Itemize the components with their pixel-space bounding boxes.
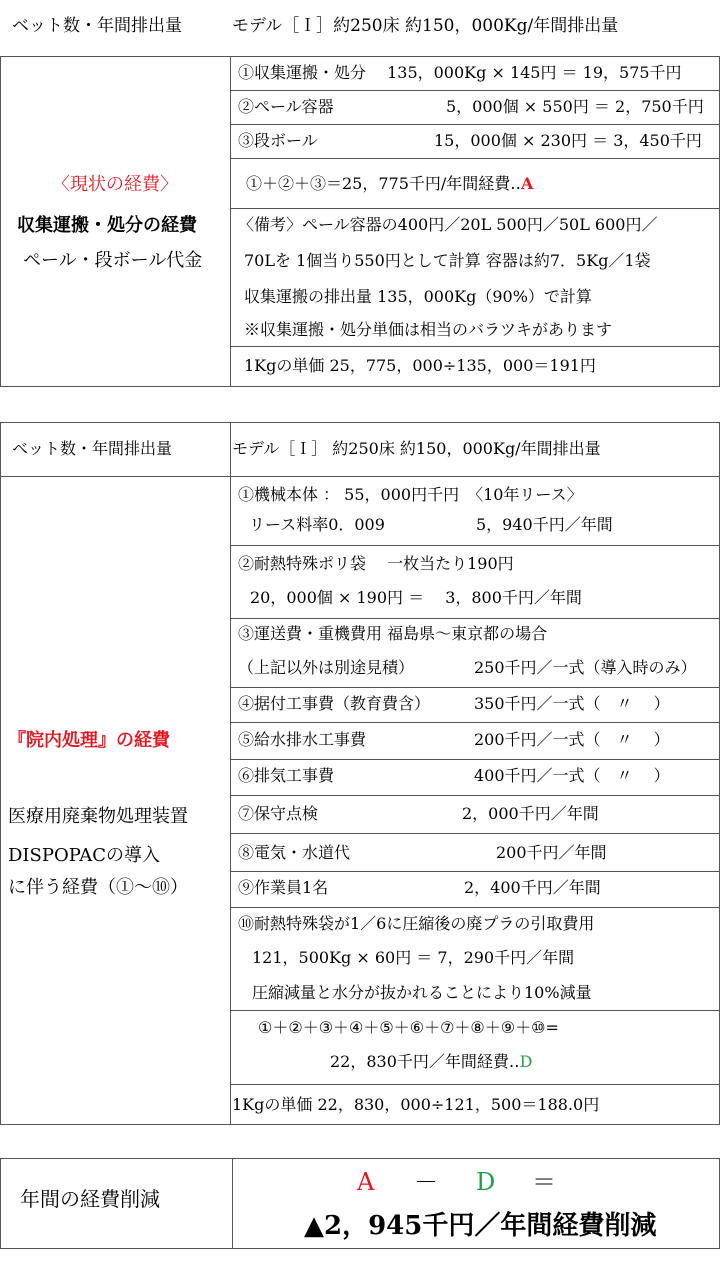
mid-item3b-val: 250千円／一式（導入時のみ）: [474, 658, 697, 677]
mid-item9-name: ⑨作業員1名: [238, 878, 329, 897]
mid-item6-val: 400千円／一式（ 〃 ）: [474, 766, 670, 785]
current-cost-sub1: 収集運搬・処分の経費: [17, 215, 197, 236]
top-item2-name: ②ペール容器: [238, 97, 334, 116]
formula-minus: －: [414, 1168, 438, 1196]
top-item3-calc: 15，000個 × 230円 ＝ 3，450千円: [434, 131, 702, 150]
top-unit-price: 1Kgの単価 25，775，000÷135，000＝191円: [244, 356, 596, 375]
mid-item6-name: ⑥排気工事費: [238, 766, 335, 785]
formula-a: A: [357, 1168, 375, 1196]
in-hospital-sub1: 医療用廃棄物処理装置: [8, 806, 188, 827]
in-hospital-title: 『院内処理』の経費: [8, 730, 170, 751]
formula-equals: ＝: [532, 1168, 556, 1196]
mid-item1b-name: リース料率0．009: [249, 515, 385, 534]
top-item3-name: ③段ボール: [238, 131, 318, 150]
mid-item3a: ③運送費・重機費用 福島県～東京都の場合: [238, 624, 548, 643]
top-sum: ①＋②＋③＝25，775千円/年間経費‥A: [246, 174, 534, 193]
mid-item7-val: 2，000千円／年間: [462, 804, 599, 823]
mid-sum-formula: ①＋②＋③＋④＋⑤＋⑥＋⑦＋⑧＋⑨＋⑩=: [258, 1018, 559, 1037]
top-item2-calc: 5，000個 × 550円 ＝ 2，750千円: [446, 97, 704, 116]
top-item1: ①収集運搬・処分 135，000Kg × 145円 ＝ 19，575千円: [238, 63, 682, 82]
top-header-label: ベット数・年間排出量: [12, 16, 182, 36]
top-note1: 〈備考〉ペール容器の400円／20L 500円／50L 600円／: [238, 215, 658, 234]
mid-item2b: 20，000個 × 190円 ＝ 3，800千円／年間: [250, 588, 582, 607]
mark-a: A: [520, 174, 534, 193]
in-hospital-sub2: DISPOPACの導入: [8, 845, 160, 866]
mid-item10a: ⑩耐熱特殊袋が1／6に圧縮後の廃プラの引取費用: [238, 914, 595, 933]
mid-item5-name: ⑤給水排水工事費: [238, 730, 367, 749]
mid-item10b: 121，500Kg × 60円 ＝ 7，290千円／年間: [252, 948, 575, 967]
in-hospital-sub3: に伴う経費（①～⑩）: [8, 877, 188, 898]
mid-item4-val: 350千円／一式（ 〃 ）: [474, 694, 670, 713]
current-cost-sub2: ペール・段ボール代金: [23, 250, 203, 271]
mid-item1a: ①機械本体 ： 55，000円千円 〈10年リース〉: [238, 485, 583, 504]
formula-d: D: [476, 1168, 496, 1196]
mid-item9-val: 2，400千円／年間: [464, 878, 601, 897]
top-note2: 70Lを 1個当り550円として計算 容器は約7．5Kg／1袋: [244, 251, 651, 270]
mid-unit-price: 1Kgの単価 22，830，000÷121，500＝188.0円: [232, 1095, 600, 1114]
mid-item2a: ②耐熱特殊ポリ袋 一枚当たり190円: [238, 554, 514, 573]
annual-reduction-result: ▲2，945千円／年間経費削減: [304, 1211, 657, 1241]
mid-header-model: モデル［Ｉ］ 約250床 約150，000Kg/年間排出量: [232, 439, 601, 458]
mid-item8-val: 200千円／年間: [496, 843, 607, 862]
current-cost-title: 〈現状の経費〉: [52, 174, 178, 195]
mid-item7-name: ⑦保守点検: [238, 804, 319, 823]
mid-item3b-name: （上記以外は別途見積）: [238, 658, 415, 677]
mid-item10c: 圧縮減量と水分が抜かれることにより10%減量: [252, 983, 592, 1002]
mid-header-label: ベット数・年間排出量: [12, 439, 173, 458]
top-note3: 収集運搬の排出量 135，000Kg（90%）で計算: [244, 287, 592, 306]
mid-item4-name: ④据付工事費（教育費含）: [238, 694, 431, 713]
mark-d: D: [519, 1052, 533, 1071]
top-note4: ※収集運搬・処分単価は相当のバラツキがあります: [244, 320, 613, 339]
top-header-model: モデル［Ｉ］約250床 約150，000Kg/年間排出量: [232, 16, 619, 36]
mid-sum-total: 22，830千円／年間経費‥D: [330, 1052, 533, 1071]
mid-item5-val: 200千円／一式（ 〃 ）: [474, 730, 670, 749]
mid-item8-name: ⑧電気・水道代: [238, 843, 351, 862]
annual-reduction-label: 年間の経費削減: [20, 1187, 160, 1211]
mid-item1b-val: 5，940千円／年間: [476, 515, 613, 534]
